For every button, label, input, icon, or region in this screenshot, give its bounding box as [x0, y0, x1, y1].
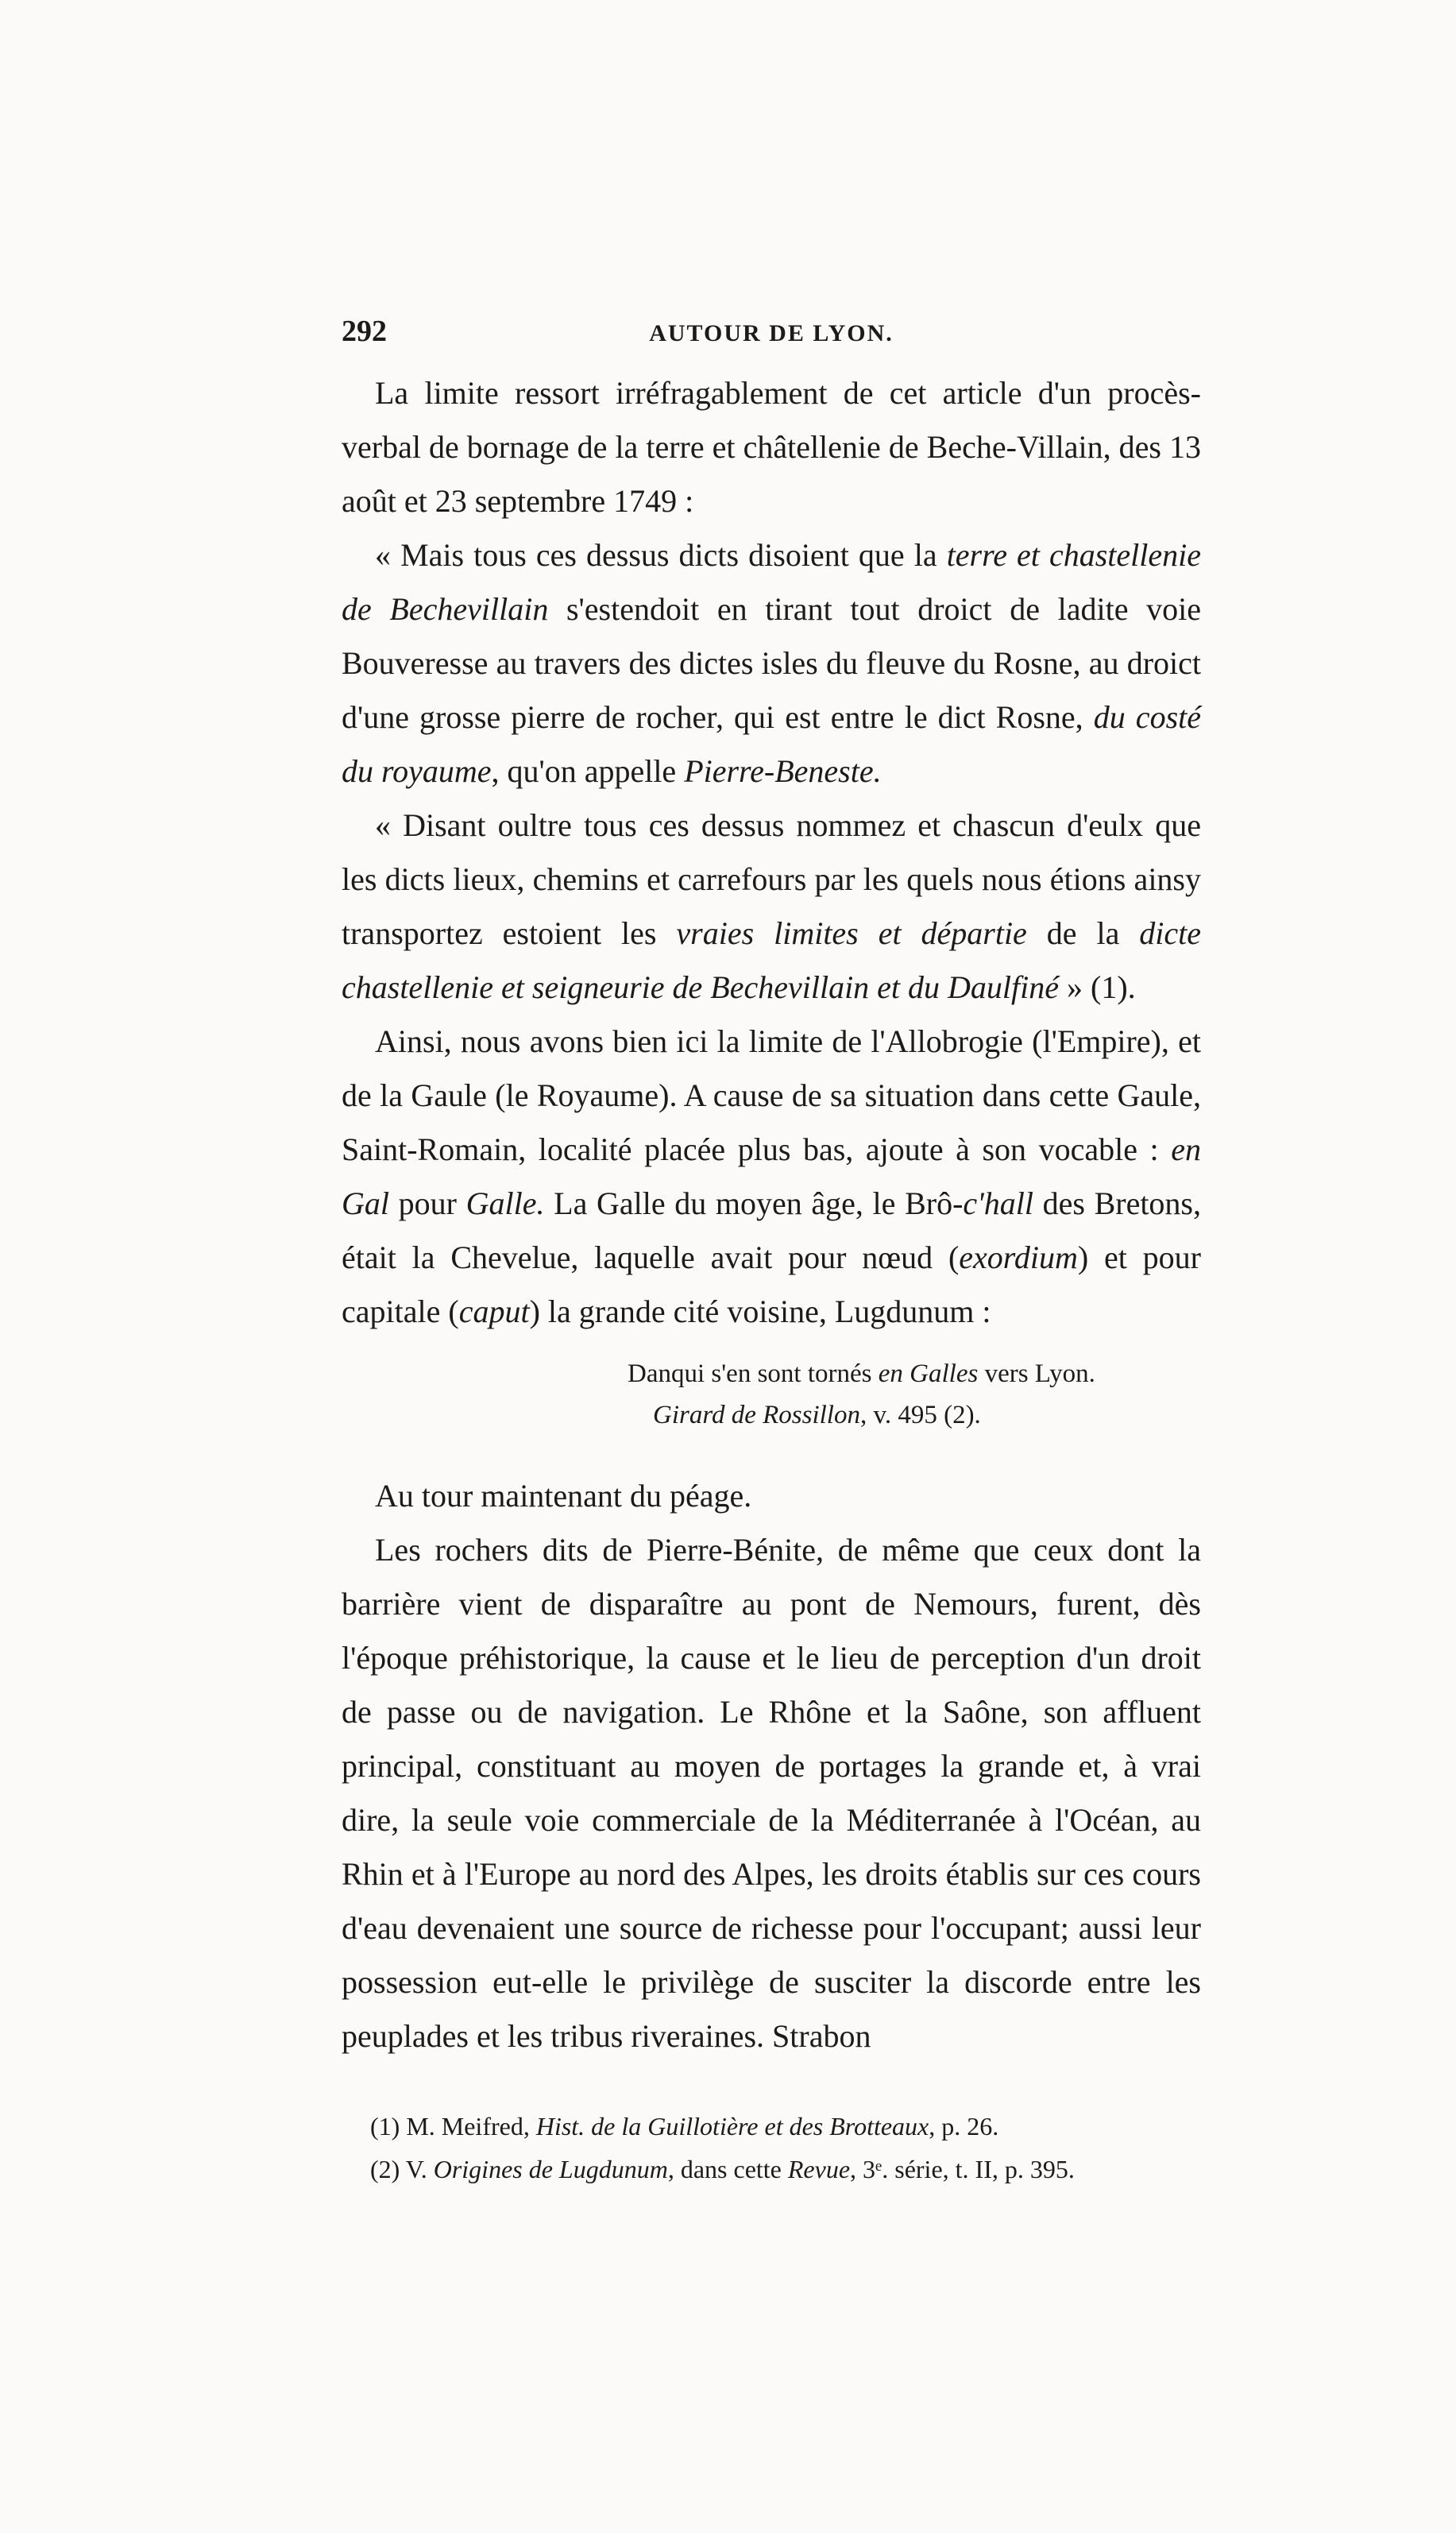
text-run: , p. 26.: [929, 2112, 999, 2140]
paragraph-2: [342, 528, 1201, 799]
text-run: , qu'on appelle: [491, 753, 685, 789]
text-run: « Mais tous ces dessus dicts disoient que la: [375, 537, 947, 573]
footnotes: [342, 2105, 1201, 2191]
text-run: vers Lyon.: [978, 1359, 1095, 1388]
italic-run: du costé du royaume: [342, 699, 1201, 789]
text-run: ) la grande cité voisine, Lugdunum :: [529, 1294, 991, 1329]
text-run: , dans cette: [667, 2155, 788, 2183]
text-run: ) et pour capitale (: [342, 1239, 1201, 1329]
italic-run: Pierre-Beneste.: [684, 753, 882, 789]
book-page: [342, 314, 1201, 2191]
text-run: s'estendoit en tirant tout droict de ladite voie Bouveresse au travers des dictes isles du fleuve du Rosne, au droict d'une grosse pierre de rocher, qui est entre le dict Rosne,: [342, 591, 1201, 735]
text-run: de la: [1026, 915, 1140, 951]
italic-run: Girard de Rossillon: [653, 1401, 860, 1429]
italic-run: caput: [458, 1294, 530, 1329]
paragraph-3: [342, 799, 1201, 1015]
verse-citation: [628, 1394, 1201, 1436]
italic-run: Revue: [787, 2155, 851, 2183]
verse-line: [628, 1353, 1201, 1394]
body-text: [342, 366, 1201, 2063]
verse-quotation: [628, 1353, 1201, 1436]
italic-run: dicte chastellenie et seigneurie de Bechevillain et du Daulfiné: [342, 915, 1202, 1005]
text-run: « Disant oultre tous ces dessus nommez et chascun d'eulx que les dicts lieux, chemins et carrefours par les quels nous étions ainsy transportez estoient les: [342, 807, 1201, 951]
text-run: , v. 495 (2).: [859, 1401, 981, 1429]
paragraph-4: [342, 1015, 1201, 1339]
text-run: , 3ᵉ. série, t. II, p. 395.: [850, 2155, 1075, 2183]
italic-run: en Gal: [342, 1131, 1201, 1221]
text-run: Danqui s'en sont tornés: [628, 1359, 879, 1388]
paragraph-1: La limite ressort irréfragablement de cet article d'un procès-verbal de bornage de la terre et châtellenie de Beche-Villain, des 13 août et 23 septembre 1749 :: [342, 375, 1201, 519]
italic-run: Galle.: [465, 1185, 545, 1221]
footnote-2: [342, 2148, 1201, 2191]
italic-run: exordium: [959, 1239, 1078, 1275]
italic-run: en Galles: [878, 1359, 979, 1388]
italic-run: c'hall: [963, 1185, 1033, 1221]
italic-run: terre et chastellenie de Bechevillain: [342, 537, 1202, 627]
footnote-1: [342, 2105, 1201, 2148]
text-run: pour: [389, 1185, 466, 1221]
text-run: des Bretons, était la Chevelue, laquelle avait pour nœud (: [342, 1185, 1201, 1275]
text-run: (1) M. Meifred,: [370, 2112, 536, 2140]
running-title: AUTOUR DE LYON.: [649, 320, 894, 346]
text-run: » (1).: [1059, 969, 1136, 1005]
page-header: [342, 314, 1201, 355]
italic-run: Hist. de la Guillotière et des Brotteaux: [535, 2112, 929, 2140]
italic-run: Origines de Lugdunum: [433, 2155, 668, 2183]
page-number: 292: [342, 315, 387, 348]
text-run: (2) V.: [370, 2155, 434, 2183]
text-run: La Galle du moyen âge, le Brô-: [544, 1185, 964, 1221]
italic-run: vraies limites et départie: [676, 915, 1027, 951]
paragraph-5: Au tour maintenant du péage.: [375, 1478, 752, 1514]
paragraph-6: Les rochers dits de Pierre-Bénite, de même que ceux dont la barrière vient de disparaître au pont de Nemours, furent, dès l'époque préhistorique, la cause et le lieu de perception d'un droit de passe ou de navigation. Le Rhône et la Saône, son affluent principal, constituant au moyen de portages la grande et, à vrai dire, la seule voie commerciale de la Méditerranée à l'Océan, au Rhin et à l'Europe au nord des Alpes, les droits établis sur ces cours d'eau devenaient une source de richesse pour l'occupant; aussi leur possession eut-elle le privilège de susciter la discorde entre les peuplades et les tribus riveraines. Strabon: [342, 1532, 1201, 2054]
text-run: Ainsi, nous avons bien ici la limite de l'Allobrogie (l'Empire), et de la Gaule (le Royaume). A cause de sa situation dans cette Gaule, Saint-Romain, localité placée plus bas, ajoute à son vocable :: [342, 1023, 1201, 1167]
